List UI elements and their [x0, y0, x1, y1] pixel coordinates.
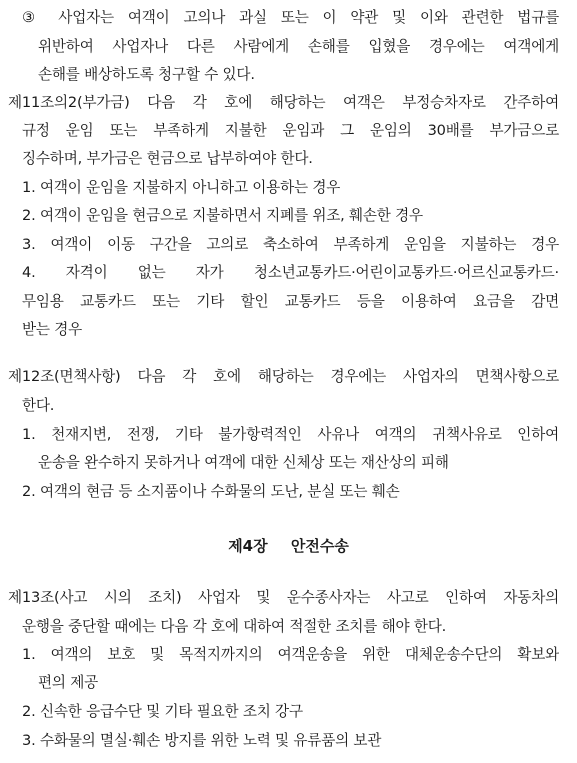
- article-12-item-1-line-2: 운송을 완수하지 못하거나 여객에 대한 신체상 또는 재산상의 피해: [38, 454, 449, 471]
- chapter-number: 제4장: [228, 537, 268, 555]
- article-11-2-item-2: 2. 여객이 운임을 현금으로 지불하면서 지폐를 위조, 훼손한 경우: [22, 207, 423, 224]
- article-11-2-item-4-line-3: 받는 경우: [22, 321, 83, 338]
- clause-11-para-3-line-2: 위반하여 사업자나 다른 사람에게 손해를 입혔을 경우에는 여객에게: [38, 38, 559, 55]
- clause-11-para-3-line-3: 손해를 배상하도록 청구할 수 있다.: [38, 66, 255, 83]
- article-12-item-2: 2. 여객의 현금 등 소지품이나 수화물의 도난, 분실 또는 훼손: [22, 483, 400, 500]
- article-11-2-item-3: 3. 여객이 이동 구간을 고의로 축소하여 부족하게 운임을 지불하는 경우: [22, 236, 559, 253]
- chapter-name: 안전수송: [290, 537, 349, 555]
- article-13-item-1-line-2: 편의 제공: [38, 674, 99, 691]
- article-11-2-item-4-line-2: 무임용 교통카드 또는 기타 할인 교통카드 등을 이용하여 요금을 감면: [22, 293, 559, 310]
- article-11-2-item-4-line-1: 4. 자격이 없는 자가 청소년교통카드·어린이교통카드·어르신교통카드·: [22, 264, 559, 281]
- article-11-2-line-2: 규정 운임 또는 부족하게 지불한 운임과 그 운임의 30배를 부가금으로: [22, 122, 559, 139]
- article-13-item-3: 3. 수화물의 멸실·훼손 방지를 위한 노력 및 유류품의 보관: [22, 732, 382, 749]
- article-12-line-1: 제12조(면책사항) 다음 각 호에 해당하는 경우에는 사업자의 면책사항으로: [8, 368, 559, 385]
- article-13-line-2: 운행을 중단할 때에는 다음 각 호에 대하여 적절한 조치를 해야 한다.: [22, 618, 447, 635]
- article-11-2-item-1: 1. 여객이 운임을 지불하지 아니하고 이용하는 경우: [22, 179, 341, 196]
- article-11-2-line-3: 징수하며, 부가금은 현금으로 납부하여야 한다.: [22, 150, 313, 167]
- chapter-heading: [0, 536, 577, 556]
- clause-11-para-3-line-1: ③ 사업자는 여객이 고의나 과실 또는 이 약관 및 이와 관련한 법규를: [22, 9, 559, 26]
- article-13-line-1: 제13조(사고 시의 조치) 사업자 및 운수종사자는 사고로 인하여 자동차의: [8, 589, 559, 606]
- article-13-item-1-line-1: 1. 여객의 보호 및 목적지까지의 여객운송을 위한 대체운송수단의 확보와: [22, 646, 559, 663]
- article-12-line-2: 한다.: [22, 397, 55, 414]
- article-12-item-1-line-1: 1. 천재지변, 전쟁, 기타 불가항력적인 사유나 여객의 귀책사유로 인하여: [22, 426, 559, 443]
- article-11-2-line-1: 제11조의2(부가금) 다음 각 호에 해당하는 여객은 부정승차자로 간주하여: [8, 94, 559, 111]
- article-13-item-2: 2. 신속한 응급수단 및 기타 필요한 조치 강구: [22, 703, 303, 720]
